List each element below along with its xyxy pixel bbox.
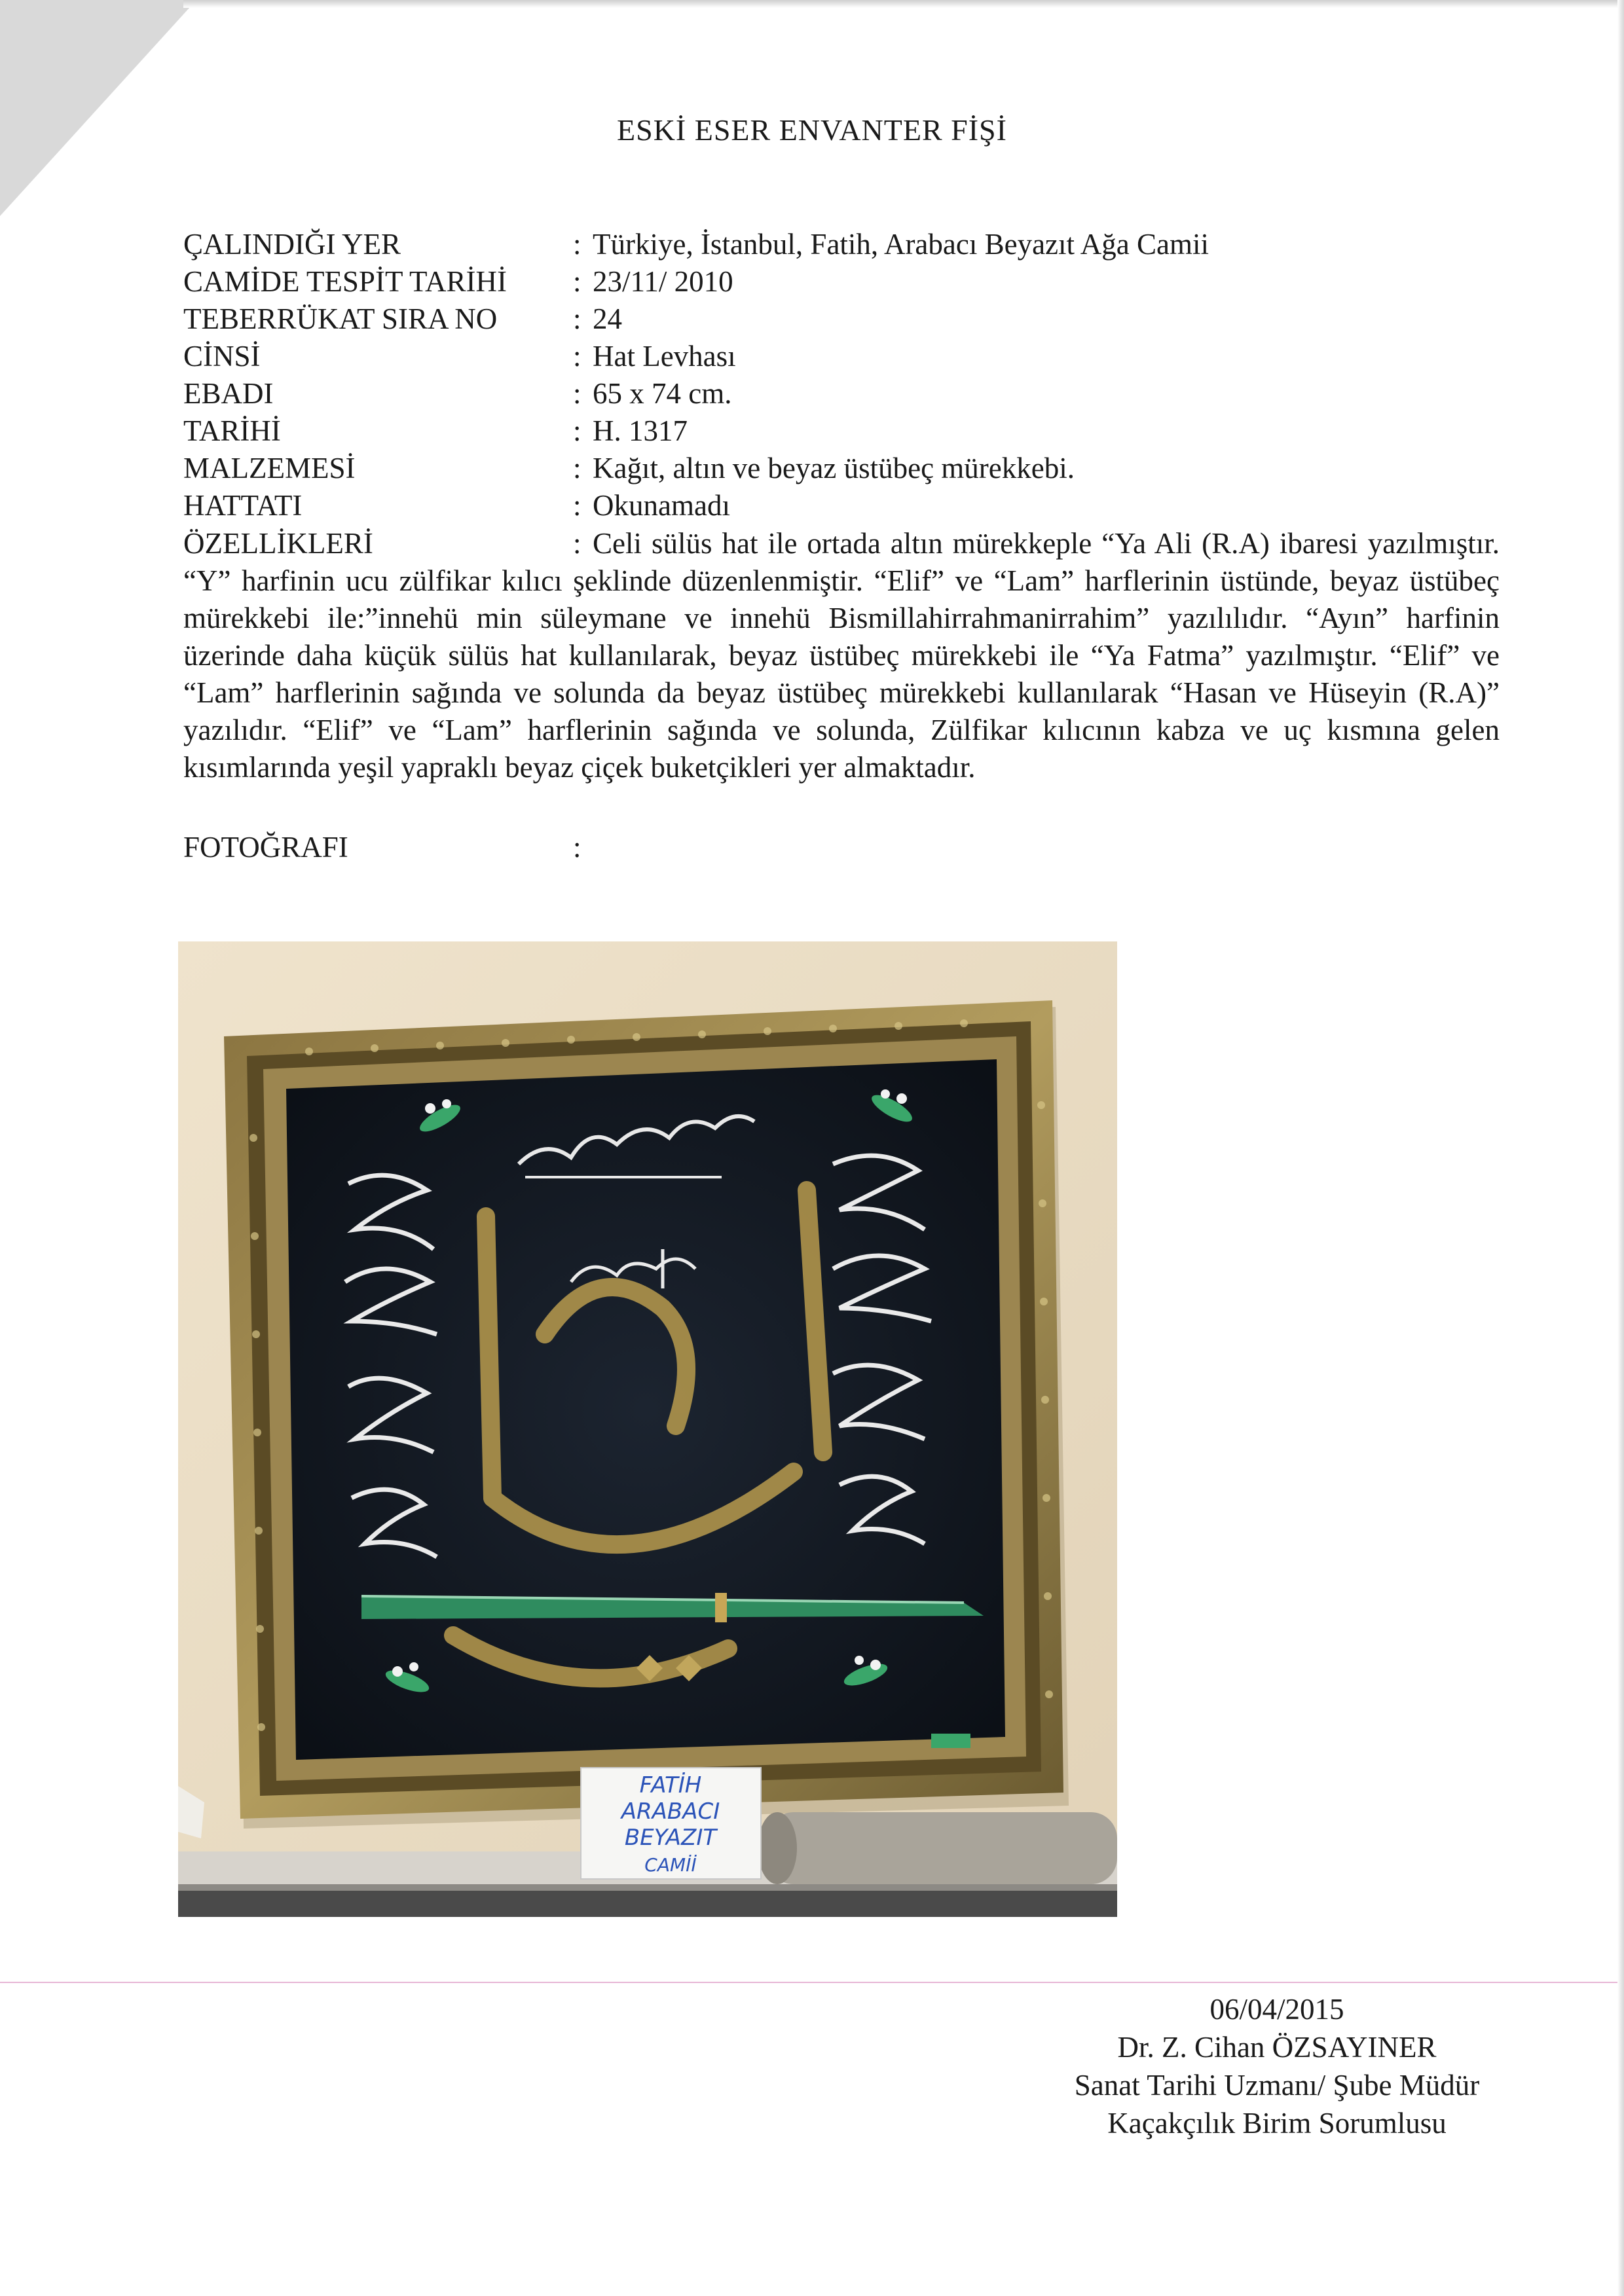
field-colon: : bbox=[573, 228, 581, 261]
page-corner-fold bbox=[0, 0, 196, 216]
artwork-photo bbox=[178, 941, 1117, 1917]
field-value: H. 1317 bbox=[593, 414, 688, 447]
signature-unit: Kaçakçılık Birim Sorumlusu bbox=[1107, 2107, 1447, 2140]
signature-title: Sanat Tarihi Uzmanı/ Şube Müdür bbox=[1074, 2069, 1480, 2102]
field-colon: : bbox=[573, 452, 581, 484]
field-colon: : bbox=[573, 302, 581, 335]
field-row-type bbox=[183, 338, 1500, 375]
placard-line: ARABACI bbox=[621, 1798, 720, 1825]
calligraphy-panel-illustration bbox=[178, 941, 1117, 1917]
field-label: TEBERRÜKAT SIRA NO bbox=[183, 302, 498, 335]
field-label: HATTATI bbox=[183, 489, 303, 522]
field-colon: : bbox=[573, 377, 581, 410]
field-row-material bbox=[183, 450, 1500, 487]
features-label: ÖZELLİKLERİ bbox=[183, 527, 373, 560]
field-value: Türkiye, İstanbul, Fatih, Arabacı Beyazıt Ağa Camii bbox=[593, 228, 1209, 261]
page-right-edge bbox=[1617, 0, 1624, 2296]
field-value: 23/11/ 2010 bbox=[593, 265, 733, 298]
field-label: CİNSİ bbox=[183, 340, 261, 373]
field-value: 24 bbox=[593, 302, 622, 335]
field-row-stolen-place bbox=[183, 226, 1500, 263]
field-row-date bbox=[183, 412, 1500, 450]
signature-name: Dr. Z. Cihan ÖZSAYINER bbox=[1117, 2031, 1437, 2064]
placard-line: FATİH bbox=[639, 1772, 702, 1798]
field-colon: : bbox=[573, 340, 581, 373]
location-placard bbox=[581, 1768, 761, 1879]
field-colon: : bbox=[573, 414, 581, 447]
page-top-edge bbox=[183, 0, 1624, 8]
placard-line: BEYAZIT bbox=[624, 1825, 717, 1851]
field-label: MALZEMESİ bbox=[183, 452, 356, 484]
field-value: Okunamadı bbox=[593, 489, 730, 522]
field-label: EBADI bbox=[183, 377, 274, 410]
document-title: ESKİ ESER ENVANTER FİŞİ bbox=[617, 113, 1007, 147]
field-row-dimensions bbox=[183, 375, 1500, 412]
features-paragraph bbox=[183, 525, 1500, 786]
field-label: CAMİDE TESPİT TARİHİ bbox=[183, 265, 507, 298]
features-colon: : bbox=[573, 527, 581, 560]
field-label: TARİHİ bbox=[183, 414, 281, 447]
field-label: ÇALINDIĞI YER bbox=[183, 228, 401, 261]
photo-label-colon: : bbox=[573, 831, 581, 864]
field-colon: : bbox=[573, 489, 581, 522]
field-value: Hat Levhası bbox=[593, 340, 736, 373]
signature-date: 06/04/2015 bbox=[1209, 1993, 1344, 2026]
field-value: Kağıt, altın ve beyaz üstübeç mürekkebi. bbox=[593, 452, 1075, 484]
separator-line bbox=[0, 1982, 1617, 1983]
field-row-detection-date bbox=[183, 263, 1500, 301]
field-row-calligrapher bbox=[183, 487, 1500, 524]
inventory-fields bbox=[183, 226, 1500, 524]
features-text: Celi sülüs hat ile ortada altın mürekkeple “Ya Ali (R.A) ibaresi yazılmıştır. “Y” harfinin ucu zülfikar kılıcı şeklinde düzenlenmiştir. “Elif” ve “Lam” harflerinin üstünde, beyaz üstübeç mürekkebi ile:”innehü min süleymane ve innehü Bismillahirrahmanirrahim” yazılılıdır. “Ayın” harfinin üzerinde daha küçük sülüs hat kullanılarak, beyaz üstübeç mürekkebi ile “Ya Fatma” yazılmıştır. “Elif” ve “Lam” harflerinin sağında ve solunda da beyaz üstübeç mürekkebi kullanılarak “Hasan ve Hüseyin (R.A)” yazılıdır. “Elif” ve “Lam” harflerinin sağında ve solunda, Zülfikar kılıcının kabza ve uç kısmına gelen kısımlarında yeşil yapraklı beyaz çiçek buketçikleri yer almaktadır. bbox=[183, 527, 1500, 784]
signature-block bbox=[982, 1990, 1572, 2142]
photo-label: FOTOĞRAFI bbox=[183, 831, 348, 864]
field-row-sequence-no bbox=[183, 301, 1500, 338]
placard-line: CAMİİ bbox=[644, 1854, 697, 1876]
field-colon: : bbox=[573, 265, 581, 298]
photo-label-row bbox=[183, 829, 642, 866]
field-value: 65 x 74 cm. bbox=[593, 377, 732, 410]
